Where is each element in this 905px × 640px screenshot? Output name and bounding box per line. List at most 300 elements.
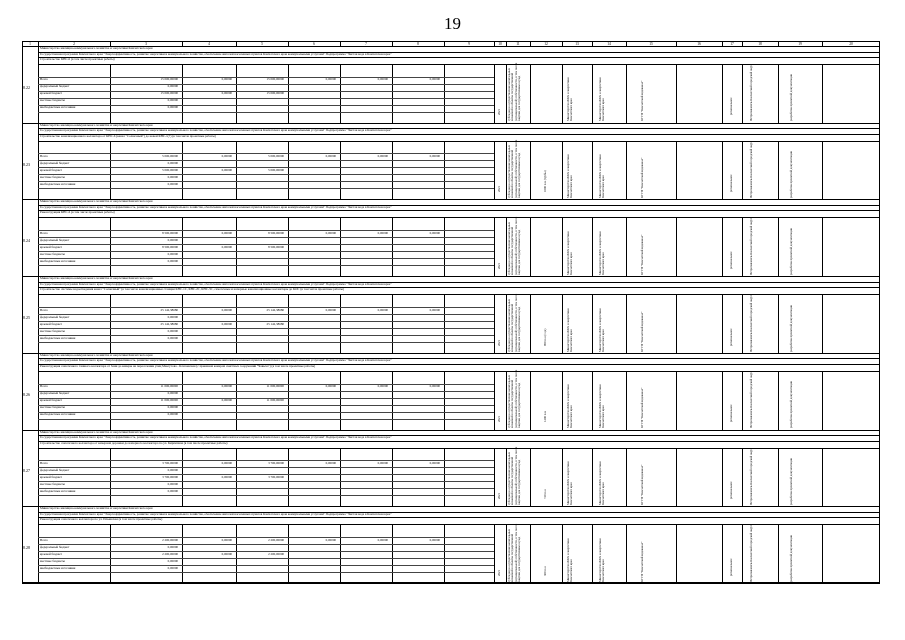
column-rule xyxy=(110,524,111,583)
amount-cell: 3 700,00000 xyxy=(162,475,178,480)
executor-cell: КГУП "Камчатский водоканал" xyxy=(640,81,644,122)
column-rule xyxy=(778,294,779,353)
column-rule xyxy=(722,217,723,276)
amount-cell: 3 700,00000 xyxy=(162,461,178,466)
amount-cell: 0,00000 xyxy=(325,537,336,542)
program-name: Государственная программа Камчатского края "Энергоэффективность, развитие энергетики и коммунального хозяйства, обеспечение жителей населенных пунктов Камчатского края коммунальными услугами" Подпрограмма "Чистая вода в Камчатском крае" xyxy=(40,204,392,209)
year-cell: 2021 xyxy=(497,416,501,423)
funding-source-label: федеральный бюджет xyxy=(40,237,70,242)
column-rule xyxy=(562,448,563,507)
amount-cell: 0,00000 xyxy=(167,328,178,333)
item-number: 8.28 xyxy=(23,545,30,551)
ministry-name: Министерство жилищно-коммунального хозяйства и энергетики Камчатского края xyxy=(40,506,153,511)
amount-cell: 25 142,38680 xyxy=(266,307,284,312)
financing-row-rule xyxy=(38,251,494,252)
amount-cell: 0,00000 xyxy=(221,168,232,173)
column-rule xyxy=(182,371,183,430)
amount-cell: 0,00000 xyxy=(325,307,336,312)
ministry-name: Министерство жилищно-коммунального хозяйства и энергетики Камчатского края xyxy=(40,46,153,50)
column-number: 18 xyxy=(758,41,762,46)
financing-row-rule xyxy=(38,237,494,238)
financing-row-rule xyxy=(38,488,494,489)
funding-source-label: местные бюджеты xyxy=(40,405,65,410)
title-rule xyxy=(38,294,880,295)
column-rule xyxy=(742,294,743,353)
administrator-cell: Министерство ЖКХ и энергетики Камчатского края xyxy=(566,154,574,199)
column-rule xyxy=(562,64,563,123)
column-number: 1 xyxy=(29,41,31,46)
customer-cell: Министерство ЖКХ и энергетики Камчатского края xyxy=(598,384,606,429)
column-rule xyxy=(288,371,289,430)
work-stage-cell: разработка проектной документации xyxy=(789,74,793,122)
funding-source-label: федеральный бюджет xyxy=(40,391,70,396)
title-rule xyxy=(38,371,880,372)
project-name: Реконструкция самотечного главного коллектора от бани до камеры на пересечении улиц Максутова - Ключевская (с приемной камерой очистных сооружений "Чавыча") (в том числе проектные работы) xyxy=(40,363,316,368)
column-rule xyxy=(288,294,289,353)
column-number: 5 xyxy=(261,41,263,46)
column-number: 20 xyxy=(849,41,853,46)
amount-cell: 3 700,00000 xyxy=(268,475,284,480)
amount-cell: 0,00000 xyxy=(221,321,232,326)
executor-cell: КГУП "Камчатский водоканал" xyxy=(640,387,644,429)
administrator-cell: Министерство ЖКХ и энергетики Камчатского края xyxy=(566,538,574,582)
amount-cell: 0,00000 xyxy=(167,482,178,487)
financing-row-rule xyxy=(38,112,494,113)
significance-cell: региональное xyxy=(729,174,733,193)
column-rule xyxy=(110,371,111,430)
municipality-cell: Петропавловск-Камчатский городской округ xyxy=(749,371,753,429)
capacity-cell: 1000 п.м (трубы) xyxy=(543,170,547,193)
year-cell: 2021 xyxy=(497,339,501,346)
column-rule xyxy=(182,217,183,276)
column-rule xyxy=(288,524,289,583)
column-rule xyxy=(288,217,289,276)
amount-cell: 0,00000 xyxy=(167,544,178,549)
amount-cell: 15 000,00000 xyxy=(266,91,284,96)
ministry-name: Министерство жилищно-коммунального хозяйства и энергетики Камчатского края xyxy=(40,276,153,281)
amount-cell: 0,00000 xyxy=(167,161,178,166)
column-rule xyxy=(236,448,237,507)
column-rule xyxy=(592,448,593,507)
financing-row-rule xyxy=(38,565,494,566)
financing-row-rule xyxy=(38,335,494,336)
amount-cell: 11 000,00000 xyxy=(266,398,284,403)
column-rule xyxy=(288,64,289,123)
funding-source-label: Всего xyxy=(40,154,48,159)
amount-cell: 0,00000 xyxy=(221,475,232,480)
amount-cell: 0,00000 xyxy=(325,230,336,235)
significance-cell: региональное xyxy=(729,481,733,499)
funding-source-label: внебюджетные источники xyxy=(40,105,76,110)
funding-source-label: краевой бюджет xyxy=(40,321,62,326)
amount-cell: 0,00000 xyxy=(429,230,440,235)
capacity-cell: 720 п.м xyxy=(543,489,547,499)
customer-cell: Министерство ЖКХ и энергетики Камчатского края xyxy=(598,231,606,275)
column-rule xyxy=(530,448,531,507)
amount-cell: 0,00000 xyxy=(167,182,178,187)
column-rule xyxy=(676,217,677,276)
column-rule xyxy=(562,294,563,353)
financing-row-rule xyxy=(38,558,494,559)
column-rule xyxy=(778,371,779,430)
column-rule xyxy=(530,141,531,200)
financing-row-rule xyxy=(38,84,494,85)
column-rule xyxy=(236,64,237,123)
column-rule xyxy=(530,371,531,430)
customer-cell: Министерство ЖКХ и энергетики Камчатского края xyxy=(598,461,606,505)
amount-cell: 0,00000 xyxy=(167,314,178,319)
column-rule xyxy=(530,217,531,276)
financing-row-rule xyxy=(38,572,494,573)
column-rule xyxy=(592,64,593,123)
amount-cell: 0,00000 xyxy=(167,391,178,396)
column-rule xyxy=(340,371,341,430)
work-stage-cell: разработка проектной документации xyxy=(789,381,793,429)
amount-cell: 0,00000 xyxy=(167,251,178,256)
column-rule xyxy=(530,294,531,353)
column-number: 7 xyxy=(365,41,367,46)
significance-cell: региональное xyxy=(729,251,733,269)
year-cell: 2021 xyxy=(497,569,501,576)
amount-cell: 8 500,00000 xyxy=(162,230,178,235)
column-rule xyxy=(722,64,723,123)
column-rule xyxy=(182,64,183,123)
column-rule xyxy=(392,141,393,200)
financing-row-rule xyxy=(38,405,494,406)
amount-cell: 0,00000 xyxy=(167,335,178,340)
amount-cell: 8 500,00000 xyxy=(268,230,284,235)
funding-source-label: краевой бюджет xyxy=(40,551,62,556)
customer-cell: Министерство ЖКХ и энергетики Камчатского края xyxy=(598,77,606,122)
column-rule xyxy=(236,141,237,200)
funding-type-cell: субсидия на осуществление капитальных вложений в объекты государственной (муниципальной) собственности, в том числе закупки для государственных нужд xyxy=(507,139,522,199)
financing-row-rule xyxy=(38,160,494,161)
work-stage-cell: разработка проектной документации xyxy=(789,534,793,582)
program-table xyxy=(22,41,880,583)
item-number: 8.27 xyxy=(23,468,30,474)
amount-cell: 0,00000 xyxy=(377,154,388,159)
project-name: Строительство канализационного коллектора от КНС-6 (канал "Солнечный") до новой КНС-1(7) (в том числе проектные работы) xyxy=(40,133,216,138)
title-rule xyxy=(38,217,880,218)
municipality-cell: Петропавловск-Камчатский городской округ xyxy=(749,64,753,122)
funding-source-label: федеральный бюджет xyxy=(40,84,70,89)
column-rule xyxy=(722,448,723,507)
block-separator xyxy=(22,583,880,584)
year-cell: 2021 xyxy=(497,262,501,269)
funding-source-label: местные бюджеты xyxy=(40,251,65,256)
customer-cell: Министерство ЖКХ и энергетики Камчатского края xyxy=(598,154,606,199)
column-number: 17 xyxy=(730,41,734,46)
funding-source-label: краевой бюджет xyxy=(40,475,62,480)
column-rule xyxy=(626,448,627,507)
column-rule xyxy=(742,64,743,123)
column-rule xyxy=(742,524,743,583)
column-rule xyxy=(236,217,237,276)
project-name: Строительство системы водоотведения канал "Солнечный" (в том числе канализационные станции КНС-1С, КНС-2С, КНС-3С, самотечные и напорные канализационные коллекторы до КОС (в том числе проектные работы) xyxy=(40,287,345,292)
funding-source-label: Всего xyxy=(40,461,48,466)
amount-cell: 0,00000 xyxy=(325,154,336,159)
financing-row-rule xyxy=(38,265,494,266)
project-name: Строительство КНС-6 (в том числе проектные работы) xyxy=(40,57,115,61)
column-rule xyxy=(392,64,393,123)
page-number: 19 xyxy=(444,14,461,33)
column-rule xyxy=(444,448,445,507)
column-number: 11 xyxy=(516,41,520,46)
amount-cell: 0,00000 xyxy=(221,461,232,466)
amount-cell: 0,00000 xyxy=(167,468,178,473)
amount-cell: 0,00000 xyxy=(325,384,336,389)
column-rule xyxy=(236,371,237,430)
amount-cell: 0,00000 xyxy=(221,77,232,82)
amount-cell: 0,00000 xyxy=(325,77,336,82)
column-number: 3 xyxy=(145,41,147,46)
program-name: Государственная программа Камчатского края "Энергоэффективность, развитие энергетики и коммунального хозяйства, обеспечение жителей населенных пунктов Камчатского края коммунальными услугами" Подпрограмма "Чистая вода в Камчатском крае" xyxy=(40,51,392,56)
column-rule xyxy=(626,217,627,276)
column-rule xyxy=(236,294,237,353)
significance-cell: региональное xyxy=(729,328,733,346)
administrator-cell: Министерство ЖКХ и энергетики Камчатского края xyxy=(566,461,574,505)
funding-type-cell: субсидия на осуществление капитальных вложений в объекты государственной (муниципальной) собственности, в том числе закупки для государственных нужд xyxy=(507,446,522,505)
column-rule xyxy=(742,448,743,507)
column-rule xyxy=(822,448,823,507)
funding-source-label: Всего xyxy=(40,230,48,235)
column-rule xyxy=(110,448,111,507)
work-stage-cell: разработка проектной документации xyxy=(789,227,793,275)
title-rule xyxy=(38,141,880,142)
item-number: 8.22 xyxy=(23,84,30,90)
column-number: 6 xyxy=(313,41,315,46)
amount-cell: 2 200,00000 xyxy=(162,551,178,556)
column-rule xyxy=(340,524,341,583)
column-rule xyxy=(340,294,341,353)
column-rule xyxy=(676,371,677,430)
amount-cell: 0,00000 xyxy=(221,154,232,159)
column-rule xyxy=(778,64,779,123)
amount-cell: 0,00000 xyxy=(167,175,178,180)
column-rule xyxy=(110,294,111,353)
column-rule xyxy=(444,524,445,583)
column-rule xyxy=(676,64,677,123)
column-rule xyxy=(626,294,627,353)
column-rule xyxy=(592,141,593,200)
amount-cell: 2 200,00000 xyxy=(268,551,284,556)
amount-cell: 0,00000 xyxy=(429,77,440,82)
executor-cell: КГУП "Камчатский водоканал" xyxy=(640,311,644,352)
amount-cell: 0,00000 xyxy=(429,384,440,389)
amount-cell: 0,00000 xyxy=(221,230,232,235)
column-rule xyxy=(530,64,531,123)
column-rule xyxy=(626,64,627,123)
column-rule xyxy=(676,141,677,200)
amount-cell: 0,00000 xyxy=(377,230,388,235)
municipality-cell: Петропавловск-Камчатский городской округ xyxy=(749,294,753,352)
column-number: 4 xyxy=(208,41,210,46)
amount-cell: 25 142,38680 xyxy=(160,321,178,326)
title-rule xyxy=(38,448,880,449)
title-rule xyxy=(38,64,880,65)
significance-cell: региональное xyxy=(729,558,733,576)
work-stage-cell: разработка проектной документации xyxy=(789,304,793,352)
amount-cell: 0,00000 xyxy=(167,412,178,417)
funding-source-label: местные бюджеты xyxy=(40,175,65,180)
column-rule xyxy=(530,524,531,583)
column-number: 2 xyxy=(73,41,75,46)
column-number: 16 xyxy=(697,41,701,46)
item-number: 8.23 xyxy=(23,161,30,167)
amount-cell: 0,00000 xyxy=(429,154,440,159)
project-name: Строительство самотечного коллектора от камерной дорожки до напорного коллектора по ул. Кирпичная (в том числе проектные работы) xyxy=(40,440,228,445)
funding-source-label: федеральный бюджет xyxy=(40,544,70,549)
column-rule xyxy=(676,294,677,353)
year-cell: 2021 xyxy=(497,186,501,193)
column-number: 13 xyxy=(575,41,579,46)
program-name: Государственная программа Камчатского края "Энергоэффективность, развитие энергетики и коммунального хозяйства, обеспечение жителей населенных пунктов Камчатского края коммунальными услугами" Подпрограмма "Чистая вода в Камчатском крае" xyxy=(40,511,392,516)
funding-source-label: Всего xyxy=(40,307,48,312)
year-cell: 2021 xyxy=(497,109,501,116)
municipality-cell: Петропавловск-Камчатский городской округ xyxy=(749,217,753,275)
item-number: 8.26 xyxy=(23,391,30,397)
funding-source-label: федеральный бюджет xyxy=(40,468,70,473)
amount-cell: 0,00000 xyxy=(167,565,178,570)
funding-source-label: местные бюджеты xyxy=(40,98,65,103)
financing-row-rule xyxy=(38,258,494,259)
financing-row-rule xyxy=(38,544,494,545)
column-rule xyxy=(340,141,341,200)
financing-row-rule xyxy=(38,328,494,329)
funding-source-label: краевой бюджет xyxy=(40,244,62,249)
funding-source-label: краевой бюджет xyxy=(40,91,62,96)
administrator-cell: Министерство ЖКХ и энергетики Камчатского края xyxy=(566,231,574,275)
amount-cell: 0,00000 xyxy=(221,244,232,249)
amount-cell: 3 700,00000 xyxy=(268,461,284,466)
column-rule xyxy=(742,141,743,200)
column-rule xyxy=(494,524,495,583)
funding-source-label: внебюджетные источники xyxy=(40,335,76,340)
funding-source-label: краевой бюджет xyxy=(40,168,62,173)
column-rule xyxy=(494,141,495,200)
executor-cell: КГУП "Камчатский водоканал" xyxy=(640,541,644,582)
amount-cell: 11 000,00000 xyxy=(160,398,178,403)
funding-source-label: местные бюджеты xyxy=(40,328,65,333)
column-rule xyxy=(822,141,823,200)
item-number: 8.24 xyxy=(23,238,30,244)
financing-row-rule xyxy=(38,105,494,106)
column-rule xyxy=(778,448,779,507)
amount-cell: 0,00000 xyxy=(325,461,336,466)
financing-row-rule xyxy=(38,419,494,420)
column-rule xyxy=(822,371,823,430)
financing-row-rule xyxy=(38,98,494,99)
financing-row-rule xyxy=(38,314,494,315)
item-number: 8.25 xyxy=(23,315,30,321)
amount-cell: 0,00000 xyxy=(221,398,232,403)
funding-type-cell: субсидия на осуществление капитальных вложений в объекты государственной (муниципальной) собственности, в том числе закупки для государственных нужд xyxy=(507,293,522,352)
funding-type-cell: субсидия на осуществление капитальных вложений в объекты государственной (муниципальной) собственности, в том числе закупки для государственных нужд xyxy=(507,523,522,582)
column-number: 14 xyxy=(607,41,611,46)
column-rule xyxy=(236,524,237,583)
column-rule xyxy=(722,371,723,430)
column-rule xyxy=(676,524,677,583)
column-rule xyxy=(778,524,779,583)
financing-row-rule xyxy=(38,174,494,175)
amount-cell: 5 000,00000 xyxy=(268,154,284,159)
column-rule xyxy=(110,141,111,200)
column-rule xyxy=(562,371,563,430)
column-number: 10 xyxy=(498,41,502,46)
amount-cell: 0,00000 xyxy=(167,489,178,494)
column-rule xyxy=(444,294,445,353)
amount-cell: 0,00000 xyxy=(167,558,178,563)
municipality-cell: Петропавловск-Камчатский городской округ xyxy=(749,140,753,199)
project-name: Реконструкция самотечного коллектора по ул. Ильинская (в том числе проектные работы) xyxy=(40,517,163,522)
column-rule xyxy=(340,217,341,276)
amount-cell: 0,00000 xyxy=(221,307,232,312)
amount-cell: 0,00000 xyxy=(429,307,440,312)
column-number: 19 xyxy=(798,41,802,46)
column-rule xyxy=(742,217,743,276)
column-rule xyxy=(562,524,563,583)
column-rule xyxy=(592,524,593,583)
work-stage-cell: разработка проектной документации xyxy=(789,457,793,505)
amount-cell: 11 000,00000 xyxy=(160,384,178,389)
capacity-cell: 900 п.м (1 ед) xyxy=(543,328,547,346)
amount-cell: 8 500,00000 xyxy=(268,244,284,249)
column-rule xyxy=(392,371,393,430)
significance-cell: региональное xyxy=(729,404,733,423)
amount-cell: 0,00000 xyxy=(167,84,178,89)
amount-cell: 0,00000 xyxy=(377,537,388,542)
ministry-name: Министерство жилищно-коммунального хозяйства и энергетики Камчатского края xyxy=(40,429,153,434)
funding-source-label: федеральный бюджет xyxy=(40,161,70,166)
column-rule xyxy=(626,524,627,583)
funding-source-label: федеральный бюджет xyxy=(40,314,70,319)
funding-source-label: краевой бюджет xyxy=(40,398,62,403)
funding-source-label: внебюджетные источники xyxy=(40,412,76,417)
column-rule xyxy=(592,217,593,276)
column-rule xyxy=(110,217,111,276)
amount-cell: 0,00000 xyxy=(429,461,440,466)
amount-cell: 25 142,38680 xyxy=(266,321,284,326)
column-rule xyxy=(392,448,393,507)
column-rule xyxy=(722,141,723,200)
administrator-cell: Министерство ЖКХ и энергетики Камчатского края xyxy=(566,308,574,352)
column-rule xyxy=(340,448,341,507)
funding-source-label: внебюджетные источники xyxy=(40,182,76,187)
column-rule xyxy=(822,524,823,583)
column-rule xyxy=(822,294,823,353)
amount-cell: 0,00000 xyxy=(221,551,232,556)
funding-source-label: Всего xyxy=(40,77,48,82)
amount-cell: 0,00000 xyxy=(221,537,232,542)
amount-cell: 0,00000 xyxy=(167,405,178,410)
column-rule xyxy=(778,141,779,200)
amount-cell: 15 000,00000 xyxy=(160,77,178,82)
amount-cell: 0,00000 xyxy=(377,307,388,312)
column-rule xyxy=(444,371,445,430)
column-rule xyxy=(676,448,677,507)
column-rule xyxy=(288,448,289,507)
customer-cell: Министерство ЖКХ и энергетики Камчатского края xyxy=(598,538,606,582)
financing-row-rule xyxy=(38,181,494,182)
financing-row-rule xyxy=(38,391,494,392)
program-name: Государственная программа Камчатского края "Энергоэффективность, развитие энергетики и коммунального хозяйства, обеспечение жителей населенных пунктов Камчатского края коммунальными услугами" Подпрограмма "Чистая вода в Камчатском крае" xyxy=(40,435,392,440)
column-rule xyxy=(822,64,823,123)
column-rule xyxy=(494,448,495,507)
financing-row-rule xyxy=(38,342,494,343)
amount-cell: 5 000,00000 xyxy=(162,168,178,173)
capacity-cell: 1200 п.м xyxy=(543,411,547,423)
program-name: Государственная программа Камчатского края "Энергоэффективность, развитие энергетики и коммунального хозяйства, обеспечение жителей населенных пунктов Камчатского края коммунальными услугами" Подпрограмма "Чистая вода в Камчатском крае" xyxy=(40,128,392,133)
